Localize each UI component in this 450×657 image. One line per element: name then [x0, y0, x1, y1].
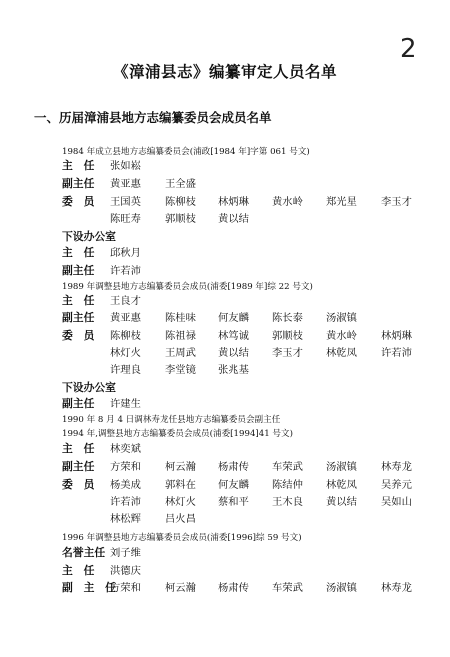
member-name: 王良才 [110, 295, 141, 307]
member-name: 林寿龙 [381, 461, 412, 473]
roster-row [0, 263, 450, 280]
member-name: 陈柳枝 [165, 196, 196, 208]
member-name: 柯云瀚 [165, 582, 196, 594]
member-name: 汤淑镇 [326, 582, 357, 594]
member-name: 陈长泰 [272, 312, 303, 324]
resolution-note: 1994 年,调整县地方志编纂委员会成员(浦委[1994]41 号文) [62, 429, 293, 439]
member-name: 许若沛 [110, 496, 141, 508]
member-name: 张如崧 [110, 160, 141, 172]
handwritten-page-mark: 2 [400, 34, 417, 64]
role-label: 主 任 [62, 294, 95, 307]
member-name: 吴如山 [381, 496, 412, 508]
roster-row [0, 563, 450, 580]
member-name: 许若沛 [381, 347, 412, 359]
roster-row [0, 345, 450, 362]
roster-row [0, 580, 450, 597]
member-name: 吕火昌 [165, 513, 196, 525]
member-name: 杨肃传 [218, 461, 249, 473]
roster-row [0, 545, 450, 562]
member-name: 郑光星 [326, 196, 357, 208]
role-label: 委 员 [62, 329, 95, 342]
office-subheading: 下设办公室 [62, 230, 116, 243]
member-name: 陈结仲 [272, 479, 303, 491]
roster-row [0, 328, 450, 345]
role-label: 副主任 [62, 397, 95, 410]
member-name: 许建生 [110, 398, 141, 410]
role-label: 名誉主任 [62, 546, 106, 559]
member-name: 黄以结 [218, 213, 249, 225]
member-name: 张兆基 [218, 364, 249, 376]
member-name: 何友麟 [218, 312, 249, 324]
roster-row [0, 511, 450, 528]
member-name: 李堂镜 [165, 364, 196, 376]
member-name: 杨肃传 [218, 582, 249, 594]
member-name: 林乾凤 [326, 479, 357, 491]
member-name: 黄以结 [218, 347, 249, 359]
member-name: 陈柳枝 [110, 330, 141, 342]
resolution-note: 1990 年 8 月 4 日调林寿龙任县地方志编纂委员会副主任 [62, 415, 281, 425]
role-label: 副主任 [62, 460, 95, 473]
member-name: 王国英 [110, 196, 141, 208]
member-name: 柯云瀚 [165, 461, 196, 473]
role-label: 主 任 [62, 564, 95, 577]
member-name: 何友麟 [218, 479, 249, 491]
member-name: 郭顺枝 [165, 213, 196, 225]
roster-row [0, 477, 450, 494]
member-name: 许若沛 [110, 265, 141, 277]
member-name: 郭料在 [165, 479, 196, 491]
roster-row [0, 494, 450, 511]
member-name: 黄亚惠 [110, 312, 141, 324]
roster-row [0, 176, 450, 193]
roster-row [0, 245, 450, 262]
member-name: 车荣武 [272, 582, 303, 594]
member-name: 李玉才 [272, 347, 303, 359]
role-label: 主 任 [62, 246, 95, 259]
page-title: 《漳浦县志》编纂审定人员名单 [112, 63, 337, 81]
roster-row [0, 459, 450, 476]
member-name: 蔡和平 [218, 496, 249, 508]
member-name: 刘子维 [110, 547, 141, 559]
member-name: 郭顺枝 [272, 330, 303, 342]
member-name: 汤淑镇 [326, 461, 357, 473]
member-name: 李玉才 [381, 196, 412, 208]
member-name: 黄亚惠 [110, 178, 141, 190]
member-name: 车荣武 [272, 461, 303, 473]
member-name: 林寿龙 [381, 582, 412, 594]
member-name: 陈桂味 [165, 312, 196, 324]
resolution-note: 1989 年调整县地方志编纂委员会成员(浦委[1989 年]综 22 号文) [62, 282, 313, 292]
roster-row [0, 158, 450, 175]
member-name: 陈祖禄 [165, 330, 196, 342]
member-name: 王木良 [272, 496, 303, 508]
member-name: 林灯火 [165, 496, 196, 508]
member-name: 黄水岭 [326, 330, 357, 342]
roster-row [0, 441, 450, 458]
member-name: 林炳琳 [218, 196, 249, 208]
resolution-note: 1984 年成立县地方志编纂委员会(浦政[1984 年]字第 061 号文) [62, 147, 310, 157]
role-label: 副主任 [62, 264, 95, 277]
member-name: 汤淑镇 [326, 312, 357, 324]
member-name: 方荣和 [110, 461, 141, 473]
member-name: 王周武 [165, 347, 196, 359]
member-name: 林松辉 [110, 513, 141, 525]
role-label: 主 任 [62, 442, 95, 455]
section-heading: 一、历届漳浦县地方志编纂委员会成员名单 [34, 110, 272, 125]
role-label: 委 员 [62, 478, 95, 491]
member-name: 洪德庆 [110, 565, 141, 577]
member-name: 陈旺寿 [110, 213, 141, 225]
roster-row [0, 293, 450, 310]
resolution-note: 1996 年调整县地方志编纂委员会成员(浦委[1996]综 59 号文) [62, 533, 302, 543]
member-name: 王全盛 [165, 178, 196, 190]
role-label: 副主任 [62, 311, 95, 324]
role-label: 主 任 [62, 159, 95, 172]
member-name: 吴养元 [381, 479, 412, 491]
member-name: 杨美成 [110, 479, 141, 491]
member-name: 林笃诚 [218, 330, 249, 342]
roster-row [0, 194, 450, 211]
member-name: 林灯火 [110, 347, 141, 359]
roster-row [0, 362, 450, 379]
roster-row [0, 310, 450, 327]
member-name: 黄水岭 [272, 196, 303, 208]
roster-row [0, 211, 450, 228]
member-name: 邱秋月 [110, 247, 141, 259]
member-name: 林奕斌 [110, 443, 141, 455]
office-subheading: 下设办公室 [62, 381, 116, 394]
member-name: 方荣和 [110, 582, 141, 594]
member-name: 林炳琳 [381, 330, 412, 342]
role-label: 副主任 [62, 177, 95, 190]
member-name: 黄以结 [326, 496, 357, 508]
member-name: 林乾凤 [326, 347, 357, 359]
member-name: 许理良 [110, 364, 141, 376]
role-label: 副 主 任 [62, 581, 116, 594]
roster-row [0, 396, 450, 413]
role-label: 委 员 [62, 195, 95, 208]
